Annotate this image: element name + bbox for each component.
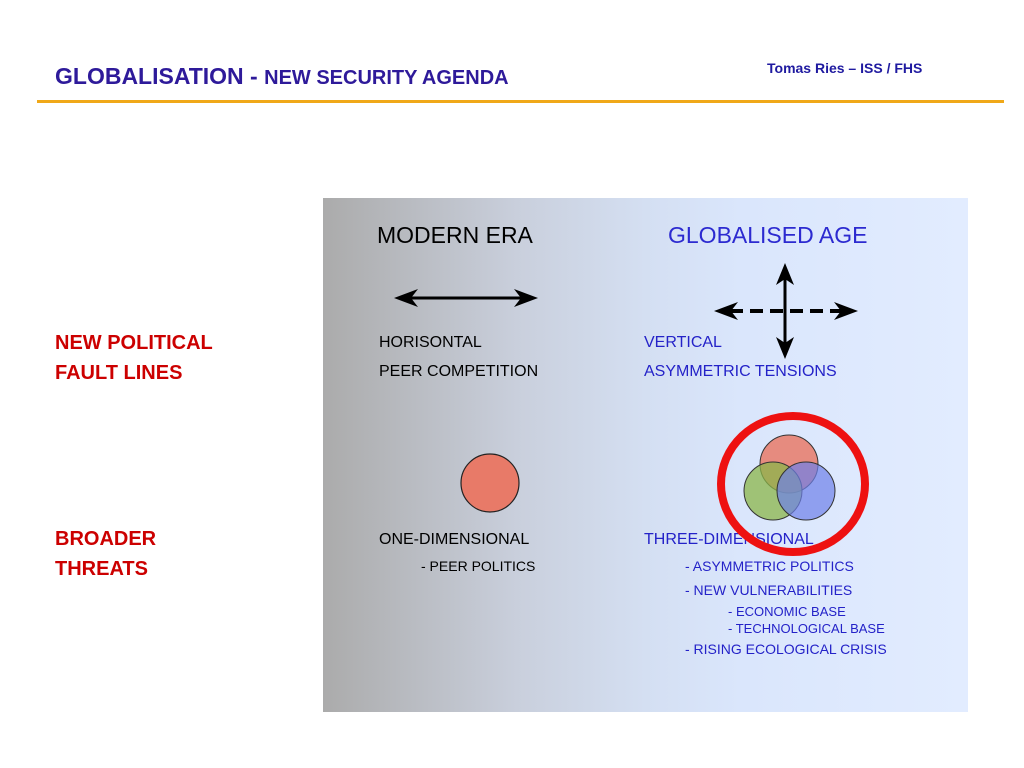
modern-fault-1: HORISONTAL: [379, 334, 482, 351]
modern-fault-2: PEER COMPETITION: [379, 363, 539, 380]
modern-threat-main: ONE-DIMENSIONAL: [379, 531, 530, 548]
three-circle-venn-icon: [744, 435, 835, 520]
modern-threat-sub: - PEER POLITICS: [421, 558, 536, 574]
title-sub: NEW SECURITY AGENDA: [264, 67, 509, 89]
fault-lines-label-line1: NEW POLITICAL: [55, 332, 213, 354]
global-fault-1: VERTICAL: [644, 334, 722, 351]
double-headed-arrow-icon: [394, 289, 538, 307]
global-threat-sub-3: - ECONOMIC BASE: [728, 604, 846, 619]
global-threat-sub-5: - RISING ECOLOGICAL CRISIS: [685, 641, 887, 657]
fault-lines-label-line2: FAULT LINES: [55, 362, 183, 384]
title-main: GLOBALISATION -: [55, 63, 265, 89]
global-threat-sub-1: - ASYMMETRIC POLITICS: [685, 558, 854, 574]
single-circle-icon: [461, 454, 519, 512]
modern-era-heading: MODERN ERA: [377, 222, 533, 248]
author-credit: Tomas Ries – ISS / FHS: [767, 60, 923, 76]
globalised-age-heading: GLOBALISED AGE: [668, 222, 868, 248]
threats-label-line1: BROADER: [55, 528, 157, 550]
global-threat-main: THREE-DIMENSIONAL: [644, 531, 814, 548]
global-fault-2: ASYMMETRIC TENSIONS: [644, 363, 837, 380]
threats-label-line2: THREATS: [55, 558, 148, 580]
global-threat-sub-2: - NEW VULNERABILITIES: [685, 582, 853, 598]
global-threat-sub-4: - TECHNOLOGICAL BASE: [728, 621, 885, 636]
four-way-arrow-icon: [714, 263, 858, 359]
